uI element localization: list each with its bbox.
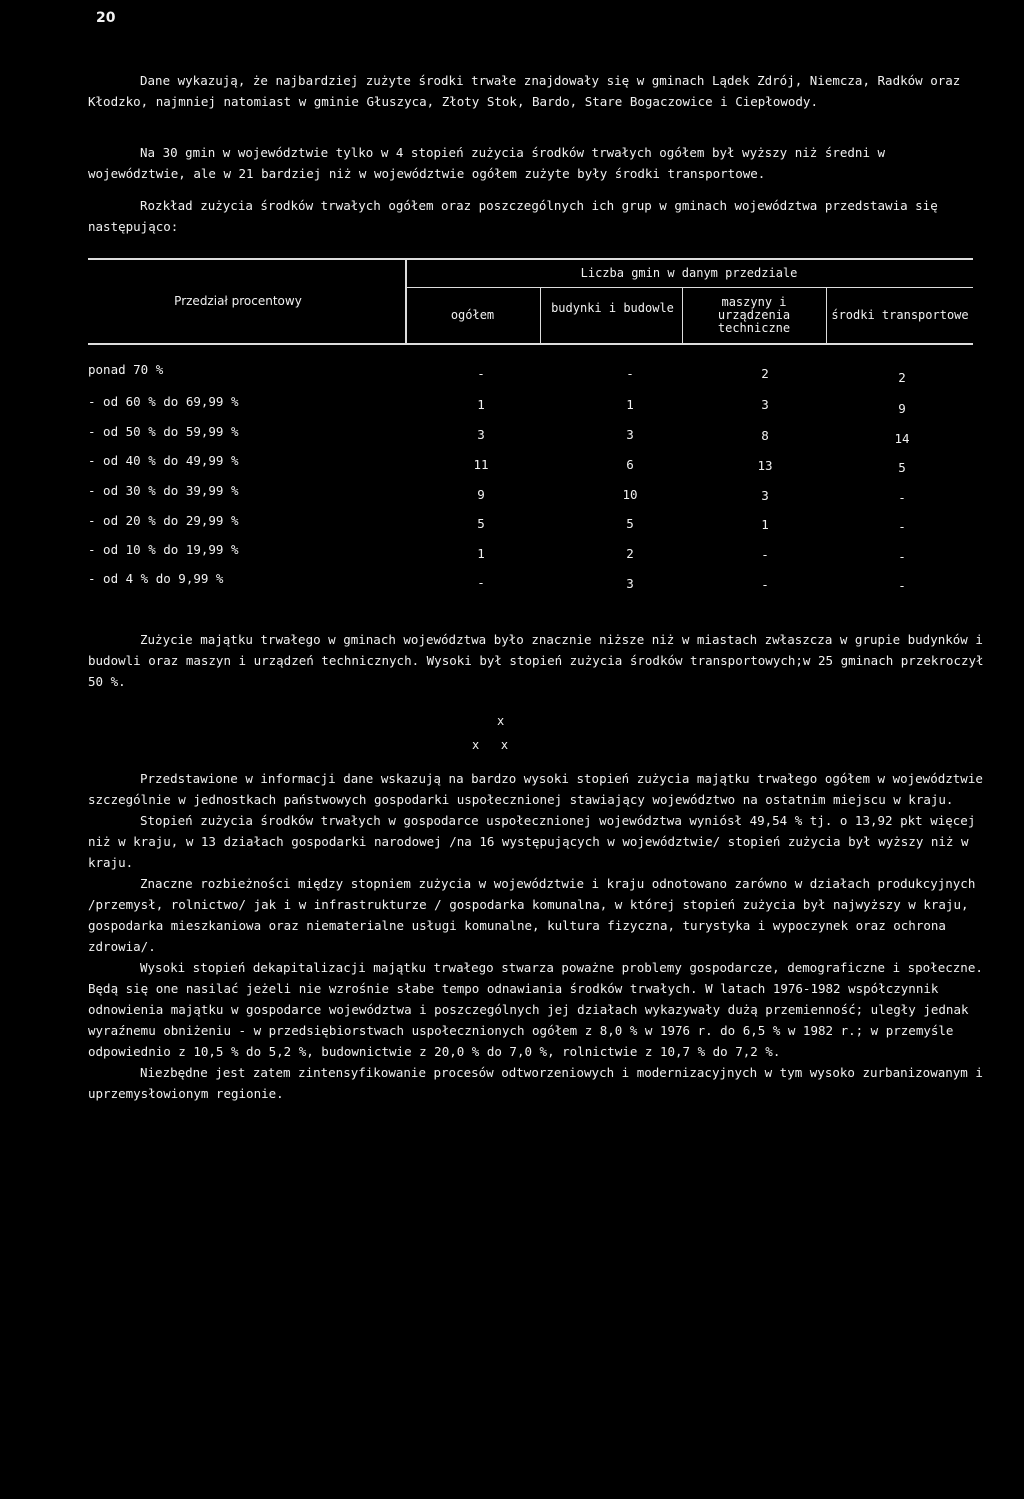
row-label: - od 60 % do 69,99 % — [88, 394, 239, 409]
cell-ogolem: - — [477, 575, 485, 590]
cell-ogolem: 1 — [477, 397, 485, 412]
stub-header: Przedział procentowy — [174, 294, 302, 308]
cell-ogolem: 3 — [477, 427, 485, 442]
row-label: - od 4 % do 9,99 % — [88, 571, 224, 586]
cell-maszyny: 1 — [761, 517, 769, 532]
after-table-paragraph: Zużycie majątku trwałego w gminach województwa było znacznie niższe niż w miastach zwłaszcza w grupie budynków i budowli oraz maszyn i urządzeń technicznych. Wysoki był stopień zużycia środków transportowych;w 25 gminach przekroczył 50 %. — [88, 632, 984, 689]
col-header-maszyny: maszyny i urządzenia techniczne — [717, 295, 791, 335]
intro-paragraph-3: Rozkład zużycia środków trwałych ogółem oraz poszczególnych ich grup w gminach województwa przedstawia się następująco: — [88, 198, 938, 234]
conclusion-paragraph-2: Stopień zużycia środków trwałych w gospodarce uspołecznionej województwa wyniósł 49,54 % tj. o 13,92 pkt więcej niż w kraju, w 13 działach gospodarki narodowej /na 16 występujących w województwie/ stopień zużycia był wyższy niż w kraju. — [88, 813, 976, 870]
separator-top: x — [497, 714, 505, 728]
table-group-rule — [405, 287, 973, 288]
cell-maszyny: - — [761, 547, 769, 562]
cell-maszyny: 13 — [757, 458, 773, 473]
col-divider-2 — [682, 288, 683, 343]
table-header-rule — [88, 343, 973, 345]
cell-budynki: - — [626, 366, 634, 381]
col-divider-3 — [826, 288, 827, 343]
cell-srodki: - — [898, 490, 906, 505]
cell-ogolem: 5 — [477, 516, 485, 531]
conclusion-paragraph-4: Wysoki stopień dekapitalizacji majątku trwałego stwarza poważne problemy gospodarcze, demograficzne i społeczne. Będą się one nasilać jeżeli nie wzrośnie słabe tempo odnawiania środków trwałych. W latach 1976-1982 współczynnik odnowienia majątku w gospodarce województwa i poszczególnych jej działach wykazywały dużą przemienność; uległy jednak wyraźnemu obniżeniu - w przedsiębiorstwach uspołecznionych ogółem z 8,0 % w 1976 r. do 6,5 % w 1982 r.; w przemyśle odpowiednio z 10,5 % do 5,2 %, budownictwie z 20,0 % do 7,0 %, rolnictwie z 10,7 % do 7,2 %. — [88, 960, 983, 1059]
intro-section-3 — [88, 195, 988, 237]
intro-paragraph-1: Dane wykazują, że najbardziej zużyte środki trwałe znajdowały się w gminach Lądek Zdrój, Niemcza, Radków oraz Kłodzko, najmniej natomiast w gminie Głuszyca, Złoty Stok, Bardo, Stare Bogaczowice i Ciepłowody. — [88, 73, 961, 109]
col-header-srodki: środki transportowe — [831, 308, 969, 322]
cell-ogolem: 9 — [477, 487, 485, 502]
intro-section — [88, 70, 988, 112]
cell-srodki: - — [898, 549, 906, 564]
cell-srodki: 2 — [898, 370, 906, 385]
separator-bottom: x x — [472, 738, 509, 752]
row-label: - od 30 % do 39,99 % — [88, 483, 239, 498]
conclusion-paragraph-3: Znaczne rozbieżności między stopniem zużycia w województwie i kraju odnotowano zarówno w działach produkcyjnych /przemysł, rolnictwo/ jak i w infrastrukturze / gospodarka komunalna, w której stopień zużycia był najwyższy w kraju, gospodarka mieszkaniowa oraz niematerialne usługi komunalne, kultura fizyczna, turystyka i wypoczynek oraz ochrona zdrowia/. — [88, 876, 976, 954]
cell-srodki: 14 — [894, 431, 910, 446]
cell-ogolem: - — [477, 366, 485, 381]
group-header: Liczba gmin w danym przedziale — [580, 266, 798, 280]
cell-maszyny: - — [761, 577, 769, 592]
intro-paragraph-2: Na 30 gmin w województwie tylko w 4 stopień zużycia środków trwałych ogółem był wyższy niż średni w województwie, ale w 21 bardziej niż w województwie ogółem zużyte były środki transportowe. — [88, 145, 886, 181]
cell-srodki: 9 — [898, 401, 906, 416]
page-number: 20 — [96, 10, 116, 26]
cell-maszyny: 8 — [761, 428, 769, 443]
cell-budynki: 3 — [626, 576, 634, 591]
cell-budynki: 10 — [622, 487, 638, 502]
row-label: ponad 70 % — [88, 362, 164, 377]
conclusion-section — [88, 768, 988, 1104]
row-label: - od 10 % do 19,99 % — [88, 542, 239, 557]
cell-budynki: 2 — [626, 546, 634, 561]
after-table-section — [88, 629, 988, 692]
cell-ogolem: 1 — [477, 546, 485, 561]
conclusion-paragraph-5: Niezbędne jest zatem zintensyfikowanie procesów odtworzeniowych i modernizacyjnych w tym wysoko zurbanizowanym i uprzemysłowionym regionie. — [88, 1065, 983, 1101]
row-label: - od 50 % do 59,99 % — [88, 424, 239, 439]
cell-srodki: - — [898, 519, 906, 534]
intro-section-2 — [88, 142, 988, 184]
col-header-budynki: budynki i budowle — [551, 301, 674, 315]
col-divider-1 — [540, 288, 541, 343]
cell-budynki: 6 — [626, 457, 634, 472]
cell-budynki: 3 — [626, 427, 634, 442]
cell-srodki: - — [898, 578, 906, 593]
table-top-rule — [88, 258, 973, 260]
cell-ogolem: 11 — [473, 457, 489, 472]
cell-srodki: 5 — [898, 460, 906, 475]
row-label: - od 20 % do 29,99 % — [88, 513, 239, 528]
cell-budynki: 1 — [626, 397, 634, 412]
cell-maszyny: 2 — [761, 366, 769, 381]
row-label: - od 40 % do 49,99 % — [88, 453, 239, 468]
cell-maszyny: 3 — [761, 488, 769, 503]
cell-budynki: 5 — [626, 516, 634, 531]
conclusion-paragraph-1: Przedstawione w informacji dane wskazują na bardzo wysoki stopień zużycia majątku trwałego ogółem w województwie szczególnie w jednostkach państwowych gospodarki uspołecznionej stawiający województwo na ostatnim miejscu w kraju. — [88, 771, 983, 807]
col-header-ogolem: ogółem — [450, 308, 495, 322]
cell-maszyny: 3 — [761, 397, 769, 412]
